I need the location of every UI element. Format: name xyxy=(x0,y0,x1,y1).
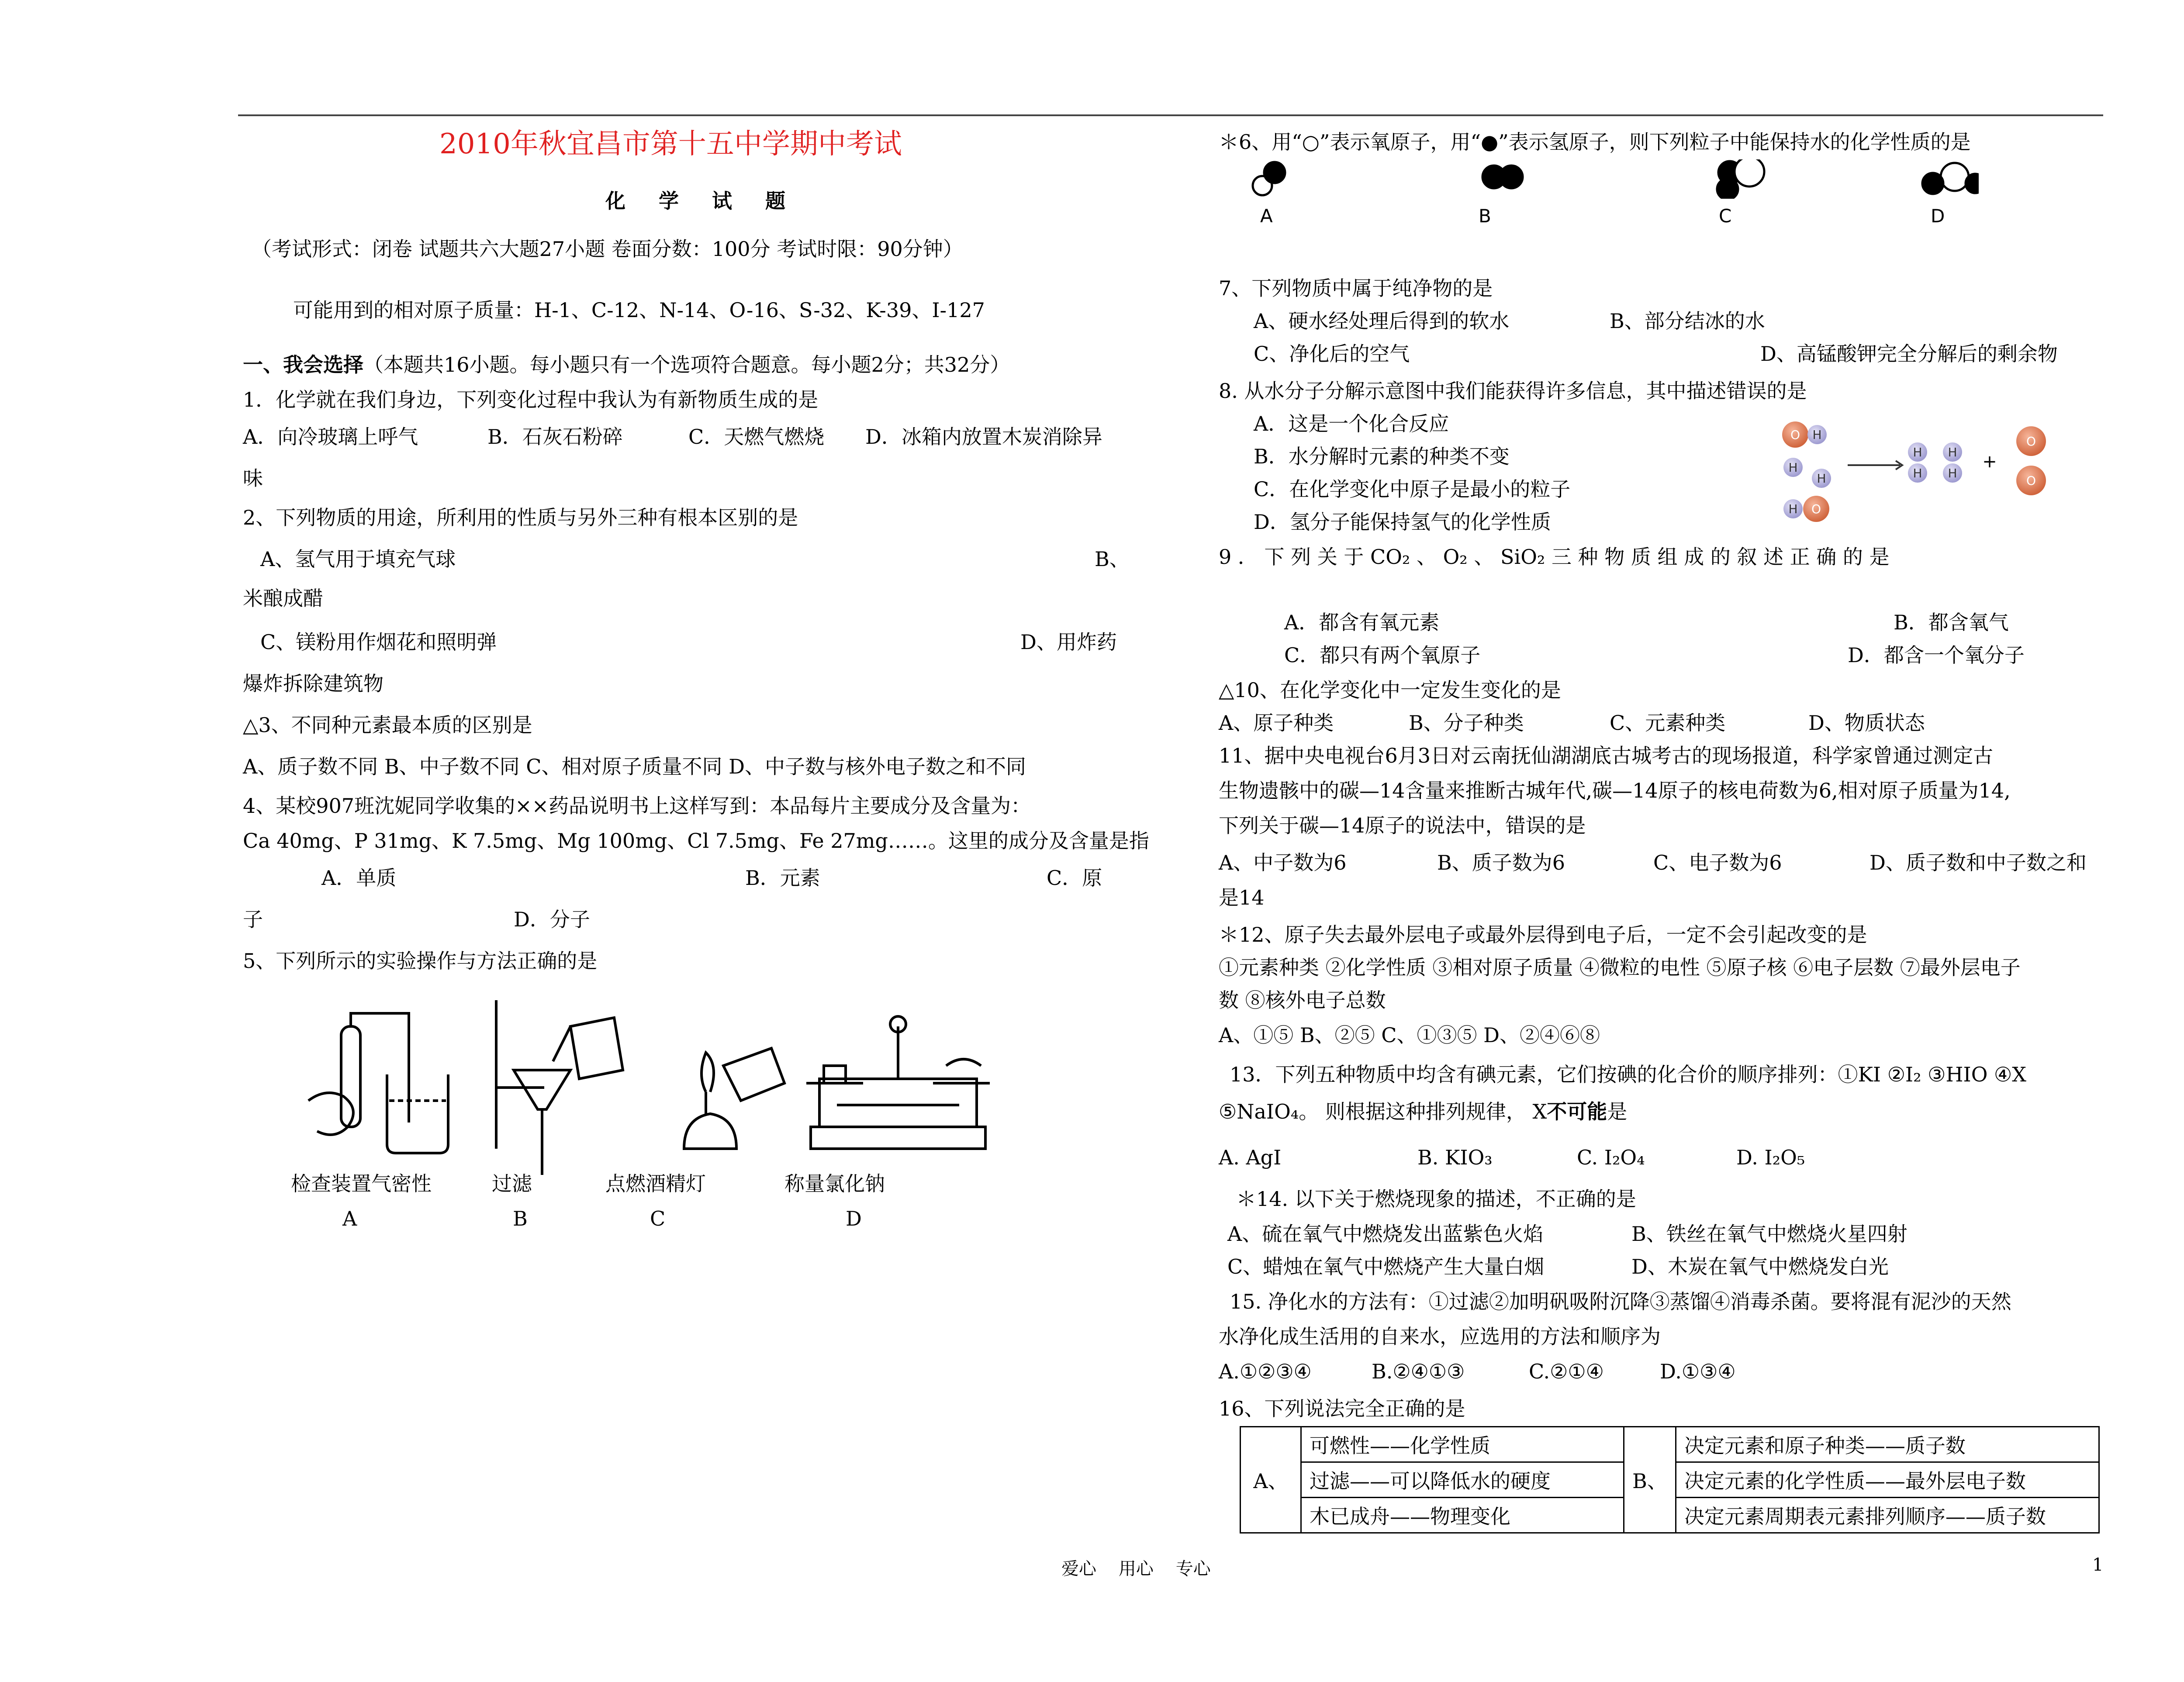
q16-b-row-1: 决定元素和原子种类——质子数 xyxy=(1676,1427,2099,1462)
exam-subtitle: 化 学 试 题 xyxy=(605,189,799,213)
q16-a-row-3: 木已成舟——物理变化 xyxy=(1301,1498,1624,1533)
q12-items-1: ①元素种类 ②化学性质 ③相对原子质量 ④微粒的电性 ⑤原子核 ⑥电子层数 ⑦最外层电子 xyxy=(1219,956,2021,979)
q12-items-2: 数 ⑧核外电子总数 xyxy=(1219,988,1386,1012)
q6-stem: ＊6、用“○”表示氧原子，用“●”表示氢原子，则下列粒子中能保持水的化学性质的是 xyxy=(1219,130,1971,154)
q10-option-c: C、元素种类 xyxy=(1610,711,1726,735)
q12-options: A、①⑤ B、②⑤ C、①③⑤ D、②④⑥⑧ xyxy=(1219,1023,1600,1047)
q15-option-b: B.②④①③ xyxy=(1372,1360,1465,1383)
q14-option-d: D、木炭在氧气中燃烧发白光 xyxy=(1631,1255,1889,1278)
q5-caption-a: 检查装置气密性 xyxy=(291,1172,432,1195)
q15-option-c: C.②①④ xyxy=(1529,1360,1604,1383)
q15-option-a: A.①②③④ xyxy=(1219,1360,1312,1383)
q9-option-a: A．都含有氧元素 xyxy=(1284,611,1440,634)
exam-info: （考试形式：闭卷 试题共六大题27小题 卷面分数：100分 考试时限：90分钟） xyxy=(252,237,963,261)
particle-a xyxy=(1253,162,1285,195)
q14-stem: ＊14. 以下关于燃烧现象的描述，不正确的是 xyxy=(1236,1187,1636,1211)
q7-option-a: A、硬水经处理后得到的软水 xyxy=(1254,309,1510,333)
q16-a-row-1: 可燃性——化学性质 xyxy=(1301,1427,1624,1462)
q6-letter-b: B xyxy=(1479,205,1491,227)
q12-stem: ＊12、原子失去最外层电子或最外层得到电子后，一定不会引起改变的是 xyxy=(1219,923,1867,946)
q11-option-d-cont: 是14 xyxy=(1219,886,1265,909)
q4-stem-2: Ca 40mg、P 31mg、K 7.5mg、Mg 100mg、Cl 7.5mg、Fe 27mg……。这里的成分及含量是指 xyxy=(243,829,1149,853)
svg-text:H: H xyxy=(1913,445,1922,459)
q11-stem-1: 11、据中央电视台6月3日对云南抚仙湖湖底古城考古的现场报道，科学家曾通过测定古 xyxy=(1219,744,1994,767)
q13-stem: 13．下列五种物质中均含有碘元素，它们按碘的化合价的顺序排列：①KI ②I₂ ③HIO ④X xyxy=(1230,1063,2027,1086)
q16-table xyxy=(1240,1426,2100,1533)
table-row xyxy=(1241,1427,2099,1462)
alcohol-lamp-figure xyxy=(684,1048,784,1149)
q8-option-a: A．这是一个化合反应 xyxy=(1254,412,1449,435)
q7-option-c: C、净化后的空气 xyxy=(1254,342,1410,366)
q4-option-b: B．元素 xyxy=(745,866,820,890)
particle-c xyxy=(1717,159,1764,199)
q11-option-b: B、质子数为6 xyxy=(1437,851,1565,874)
q2-option-b-cont: 米酿成醋 xyxy=(243,587,323,610)
q2-option-b: B、 xyxy=(1095,547,1130,571)
q15-stem-2: 水净化成生活用的自来水，应选用的方法和顺序为 xyxy=(1219,1325,1661,1348)
footer-motto: 爱心 用心 专心 xyxy=(1061,1559,1211,1579)
q11-option-d: D、质子数和中子数之和 xyxy=(1870,851,2087,874)
water-decomposition-diagram xyxy=(1773,417,2070,531)
svg-text:H: H xyxy=(1788,502,1798,516)
q8-option-c: C．在化学变化中原子是最小的粒子 xyxy=(1254,477,1571,501)
q16-label-b: B、 xyxy=(1624,1427,1676,1533)
q1-option-b: B．石灰石粉碎 xyxy=(487,425,623,449)
q2-option-a: A、氢气用于填充气球 xyxy=(260,547,456,571)
q4-option-a: A．单质 xyxy=(321,866,397,890)
particle-b xyxy=(1482,166,1523,188)
atomic-masses: 可能用到的相对原子质量：H-1、C-12、N-14、O-16、S-32、K-39、I-127 xyxy=(293,298,985,322)
svg-text:O: O xyxy=(2026,434,2036,449)
q5-letter-d: D xyxy=(846,1207,862,1230)
q11-stem-2: 生物遗骸中的碳—14含量来推断古城年代,碳—14原子的核电荷数为6,相对原子质量为14, xyxy=(1219,779,2011,802)
q6-letter-a: A xyxy=(1260,205,1273,227)
q4-option-c-cont: 子 xyxy=(243,908,263,931)
q8-option-d: D．氢分子能保持氢气的化学性质 xyxy=(1254,510,1551,534)
particle-d xyxy=(1922,163,1979,194)
q2-option-c: C、镁粉用作烟花和照明弹 xyxy=(260,630,497,654)
airtight-check-figure xyxy=(308,1013,448,1153)
q7-stem: 7、下列物质中属于纯净物的是 xyxy=(1219,276,1493,300)
filtration-figure xyxy=(496,1000,623,1175)
q9-stem: 9 ． 下 列 关 于 CO₂ 、 O₂ 、 SiO₂ 三 种 物 质 组 成 的 叙 述 正 确 的 是 xyxy=(1219,545,1890,569)
q1-option-c: C．天燃气燃烧 xyxy=(688,425,825,449)
section-heading: 一、我会选择（本题共16小题。每小题只有一个选项符合题意。每小题2分；共32分） xyxy=(243,353,1010,376)
q16-label-a: A、 xyxy=(1241,1427,1301,1533)
q10-option-d: D、物质状态 xyxy=(1808,711,1925,735)
q5-caption-d: 称量氯化钠 xyxy=(784,1172,885,1195)
q10-option-b: B、分子种类 xyxy=(1409,711,1524,735)
svg-text:H: H xyxy=(1948,445,1957,459)
q11-option-a: A、中子数为6 xyxy=(1219,851,1347,874)
q14-option-c: C、蜡烛在氧气中燃烧产生大量白烟 xyxy=(1227,1255,1545,1278)
q10-stem: △10、在化学变化中一定发生变化的是 xyxy=(1219,678,1561,702)
q8-stem: 8. 从水分子分解示意图中我们能获得许多信息，其中描述错误的是 xyxy=(1219,379,1807,403)
q3-stem: △3、不同种元素最本质的区别是 xyxy=(243,713,532,737)
exam-title: 2010年秋宜昌市第十五中学期中考试 xyxy=(439,128,902,160)
q5-letter-b: B xyxy=(513,1207,528,1230)
svg-text:+: + xyxy=(1982,452,1997,472)
q13-option-a: A. AgI xyxy=(1219,1146,1282,1169)
q1-option-d: D．冰箱内放置木炭消除异 xyxy=(865,425,1102,449)
q7-option-d: D、高锰酸钾完全分解后的剩余物 xyxy=(1760,342,2058,366)
q16-stem: 16、下列说法完全正确的是 xyxy=(1219,1397,1465,1420)
q1-stem: 1．化学就在我们身边，下列变化过程中我认为有新物质生成的是 xyxy=(243,388,819,411)
q3-options: A、质子数不同 B、中子数不同 C、相对原子质量不同 D、中子数与核外电子数之和不同 xyxy=(243,755,1026,778)
q13-option-d: D. I₂O₅ xyxy=(1736,1146,1805,1169)
q4-stem-1: 4、某校907班沈妮同学收集的××药品说明书上这样写到：本品每片主要成分及含量为： xyxy=(243,794,1031,818)
q14-option-a: A、硫在氧气中燃烧发出蓝紫色火焰 xyxy=(1227,1222,1544,1246)
svg-text:O: O xyxy=(1790,428,1800,442)
q16-b-row-2: 决定元素的化学性质——最外层电子数 xyxy=(1676,1462,2099,1498)
q5-letter-c: C xyxy=(650,1207,666,1230)
svg-text:H: H xyxy=(1812,428,1822,442)
top-rule xyxy=(238,114,2103,116)
q6-letter-d: D xyxy=(1931,205,1945,227)
q5-letter-a: A xyxy=(342,1207,357,1230)
q4-option-d: D．分子 xyxy=(514,908,590,931)
svg-text:H: H xyxy=(1788,460,1798,475)
q6-particles xyxy=(1245,159,1979,199)
svg-text:O: O xyxy=(1811,502,1821,516)
q6-letter-c: C xyxy=(1719,205,1732,227)
q4-option-c: C．原 xyxy=(1047,866,1102,890)
q1-option-a: A．向冷玻璃上呼气 xyxy=(243,425,418,449)
q13-option-b: B. KIO₃ xyxy=(1417,1146,1493,1169)
svg-text:O: O xyxy=(2026,473,2036,488)
q7-option-b: B、部分结冰的水 xyxy=(1610,309,1765,333)
q9-option-d: D．都含一个氧分子 xyxy=(1848,643,2025,667)
q13-option-c: C. I₂O₄ xyxy=(1577,1146,1645,1169)
q1-option-d-cont: 味 xyxy=(243,466,263,490)
q2-stem: 2、下列物质的用途，所利用的性质与另外三种有根本区别的是 xyxy=(243,506,798,529)
q16-a-row-2: 过滤——可以降低水的硬度 xyxy=(1301,1462,1624,1498)
q5-caption-c: 点燃酒精灯 xyxy=(605,1172,706,1195)
q10-option-a: A、原子种类 xyxy=(1219,711,1334,735)
page-number: 1 xyxy=(2092,1555,2104,1575)
q2-option-d-cont: 爆炸拆除建筑物 xyxy=(243,672,384,695)
q14-option-b: B、铁丝在氧气中燃烧火星四射 xyxy=(1631,1222,1908,1246)
q11-stem-3: 下列关于碳—14原子的说法中，错误的是 xyxy=(1219,814,1586,837)
balance-figure xyxy=(806,1016,990,1149)
q13-stem-2: ⑤NaIO₄。 则根据这种排列规律， X不可能是 xyxy=(1219,1100,1628,1123)
q16-b-row-3: 决定元素周期表元素排列顺序——质子数 xyxy=(1676,1498,2099,1533)
q2-option-d: D、用炸药 xyxy=(1020,630,1117,654)
q5-figures xyxy=(300,1000,999,1175)
q5-stem: 5、下列所示的实验操作与方法正确的是 xyxy=(243,949,598,973)
q9-option-c: C．都只有两个氧原子 xyxy=(1284,643,1481,667)
q8-option-b: B．水分解时元素的种类不变 xyxy=(1254,445,1510,468)
svg-text:H: H xyxy=(1948,466,1957,480)
svg-text:H: H xyxy=(1817,471,1826,486)
q15-option-d: D.①③④ xyxy=(1660,1360,1736,1383)
q15-stem-1: 15. 净化水的方法有：①过滤②加明矾吸附沉降③蒸馏④消毒杀菌。要将混有泥沙的天然 xyxy=(1230,1290,2011,1313)
q9-option-b: B．都含氧气 xyxy=(1894,611,2009,634)
q5-caption-b: 过滤 xyxy=(492,1172,532,1195)
svg-text:H: H xyxy=(1913,466,1922,480)
q11-option-c: C、电子数为6 xyxy=(1653,851,1782,874)
